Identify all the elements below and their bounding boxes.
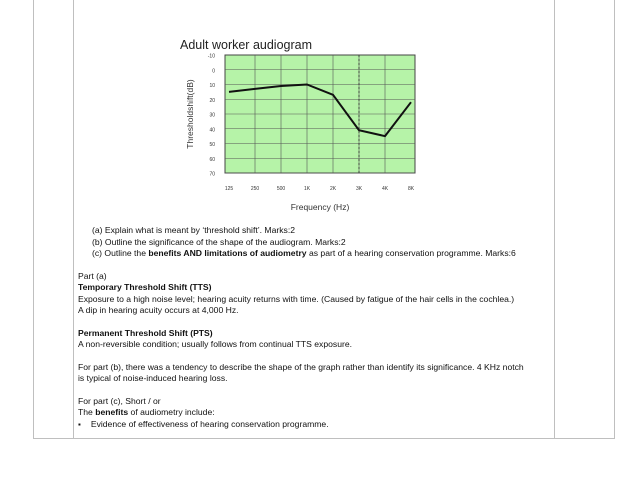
pts-heading: Permanent Threshold Shift (PTS) bbox=[78, 327, 213, 338]
x-tick-label: 250 bbox=[250, 186, 260, 192]
x-ticks bbox=[225, 186, 415, 192]
x-tick-label: 4K bbox=[381, 186, 389, 192]
part-b-line-2: is typical of noise-induced hearing loss. bbox=[78, 373, 228, 383]
part-a-label: Part (a) bbox=[78, 270, 107, 281]
left-column bbox=[33, 0, 74, 438]
chart-title: Adult worker audiogram bbox=[180, 38, 313, 52]
tts-line-2: A dip in hearing acuity occurs at 4,000 Hz. bbox=[78, 305, 239, 315]
bullet-1: ▪ Evidence of effectiveness of hearing conservation programme. bbox=[78, 419, 552, 431]
x-tick-label: 3K bbox=[355, 186, 363, 192]
audiogram-chart bbox=[95, 0, 435, 225]
question-b: (b) Outline the significance of the shape of the audiogram. Marks:2 bbox=[92, 236, 346, 247]
y-tick-label: 70 bbox=[209, 171, 215, 178]
y-tick-label: 40 bbox=[209, 127, 215, 134]
y-tick-label: 10 bbox=[209, 83, 215, 89]
x-axis-label: Frequency (Hz) bbox=[290, 202, 350, 212]
y-tick-label: 30 bbox=[209, 112, 215, 119]
pts-line-1: A non-reversible condition; usually follows from continual TTS exposure. bbox=[78, 339, 353, 349]
question-text bbox=[78, 225, 552, 430]
y-ticks bbox=[208, 54, 215, 178]
y-tick-label: 20 bbox=[209, 97, 215, 104]
y-axis-label: Thresholdshift(dB) bbox=[185, 79, 195, 149]
tts-line-1: Exposure to a high noise level; hearing acuity returns with time. (Caused by fatigue of the hair cells in the cochlea.) bbox=[78, 293, 515, 304]
x-tick-label: 1K bbox=[303, 186, 311, 192]
question-a: (a) Explain what is meant by ‘threshold shift’. Marks:2 bbox=[92, 225, 295, 235]
y-tick-label: 50 bbox=[209, 142, 215, 148]
x-tick-label: 8K bbox=[407, 186, 415, 192]
question-c: (c) Outline the benefits AND limitations of audiometry as part of a hearing conservation programme. Marks:6 bbox=[92, 248, 516, 258]
part-c-line: For part (c), Short / or bbox=[78, 395, 161, 406]
right-column bbox=[554, 0, 614, 438]
part-b-line-1: For part (b), there was a tendency to describe the shape of the graph rather than identify its significance. 4 KHz notch bbox=[78, 361, 524, 372]
y-tick-label: 60 bbox=[209, 156, 215, 163]
benefits-line: The benefits of audiometry include: bbox=[78, 407, 215, 417]
x-tick-label: 500 bbox=[276, 186, 286, 192]
y-tick-label: 0 bbox=[212, 68, 215, 75]
y-tick-label: -10 bbox=[207, 53, 215, 60]
x-tick-label: 2K bbox=[329, 186, 337, 192]
tts-heading: Temporary Threshold Shift (TTS) bbox=[78, 282, 212, 292]
x-tick-label: 125 bbox=[224, 186, 234, 192]
